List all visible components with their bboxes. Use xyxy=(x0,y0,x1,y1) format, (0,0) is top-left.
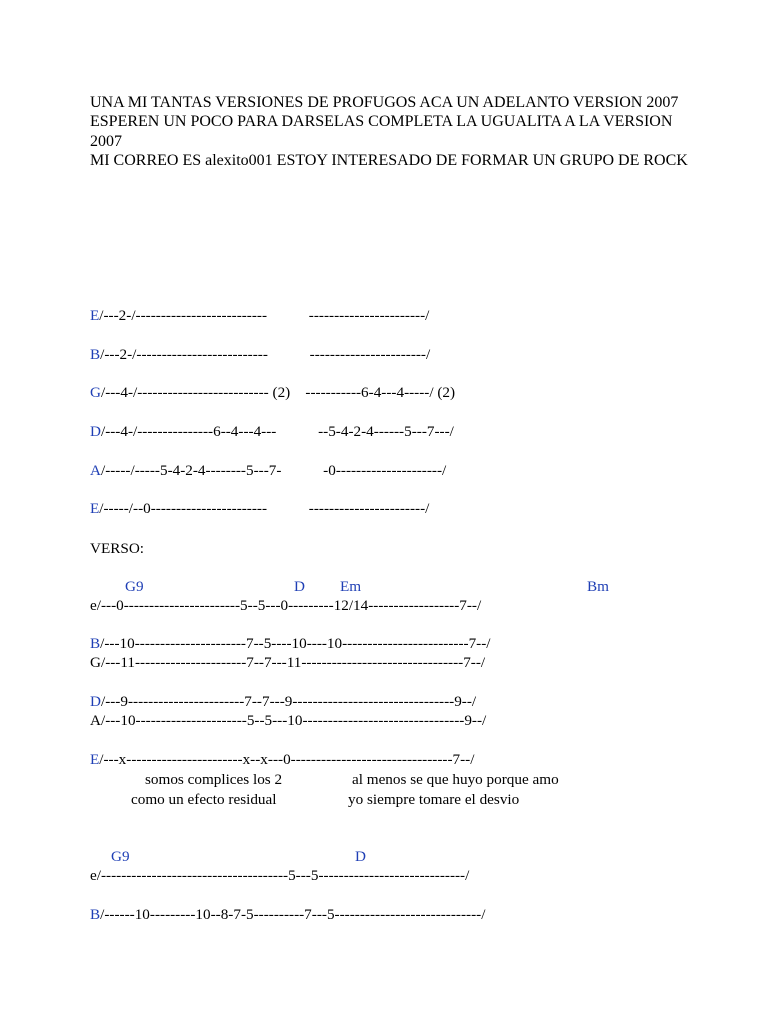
intro-line-1: UNA MI TANTAS VERSIONES DE PROFUGOS ACA UN ADELANTO VERSION 2007 xyxy=(90,94,679,111)
chord-name: Bm xyxy=(587,578,609,595)
verse-label: VERSO: xyxy=(90,540,145,557)
string-name: D xyxy=(90,423,101,440)
tab-notes: /-----/--0----------------------- -----------------------/ xyxy=(99,500,430,517)
string-name: A xyxy=(90,462,101,479)
tab-notes: /-----/-----5-4-2-4--------5---7- -0---------------------/ xyxy=(100,462,447,479)
verse1-tab-b xyxy=(90,634,491,653)
string-name: E xyxy=(90,307,100,324)
string-name: B xyxy=(90,906,101,923)
tab-line-b xyxy=(90,345,430,364)
tab-line-d xyxy=(90,422,454,441)
string-name: G xyxy=(90,384,101,401)
verse2-tab-e: e/-------------------------------------5---5-----------------------------/ xyxy=(90,867,470,884)
verse1-tab-e: e/---0-----------------------5--5---0---------12/14------------------7--/ xyxy=(90,597,482,614)
tab-line-g xyxy=(90,383,455,402)
tab-line-low-e xyxy=(90,499,429,518)
verse1-tab-d xyxy=(90,692,476,711)
intro-line-3: MI CORREO ES alexito001 ESTOY INTERESADO DE FORMAR UN GRUPO DE ROCK xyxy=(90,152,688,170)
verse1-tab-a: A/---10----------------------5--5---10--------------------------------9--/ xyxy=(90,712,487,729)
tab-line-high-e xyxy=(90,306,429,325)
string-name: E xyxy=(90,500,100,517)
tab-notes: /---2-/-------------------------- -----------------------/ xyxy=(100,346,431,363)
tab-notes: /---4-/-------------------------- (2) -----------6-4---4-----/ (2) xyxy=(100,384,456,401)
tab-notes: /---4-/---------------6--4---4--- --5-4-2-4------5---7---/ xyxy=(100,423,454,440)
tab-notes: /---x-----------------------x--x---0--------------------------------7--/ xyxy=(99,751,475,768)
verse2-tab-b xyxy=(90,905,485,924)
verse1-tab-g: G/---11----------------------7--7---11--------------------------------7--/ xyxy=(90,654,486,671)
string-name: D xyxy=(90,693,101,710)
string-name: B xyxy=(90,346,101,363)
tab-notes: /---9-----------------------7--7---9--------------------------------9--/ xyxy=(100,693,477,710)
lyric-line: somos complices los 2 xyxy=(145,771,283,788)
chord-name: D xyxy=(355,848,366,865)
string-name: B xyxy=(90,635,101,652)
chord-name: Em xyxy=(340,578,362,595)
tab-line-a xyxy=(90,461,446,480)
lyric-line: al menos se que huyo porque amo xyxy=(352,771,559,788)
verse1-tab-low-e xyxy=(90,750,474,769)
intro-line-2: ESPEREN UN POCO PARA DARSELAS COMPLETA LA UGUALITA A LA VERSION 2007 xyxy=(90,113,673,150)
chord-name: D xyxy=(294,578,305,595)
intro-notes xyxy=(90,93,690,171)
tab-notes: /---10----------------------7--5----10----10-------------------------7--/ xyxy=(100,635,491,652)
tab-notes: /---2-/-------------------------- -----------------------/ xyxy=(99,307,430,324)
tab-notes: /------10---------10--8-7-5----------7---5-----------------------------/ xyxy=(100,906,486,923)
lyric-line: como un efecto residual xyxy=(131,791,277,808)
chord-name: G9 xyxy=(111,848,130,865)
string-name: E xyxy=(90,751,100,768)
lyric-line: yo siempre tomare el desvio xyxy=(348,791,520,808)
chord-name: G9 xyxy=(125,578,144,595)
